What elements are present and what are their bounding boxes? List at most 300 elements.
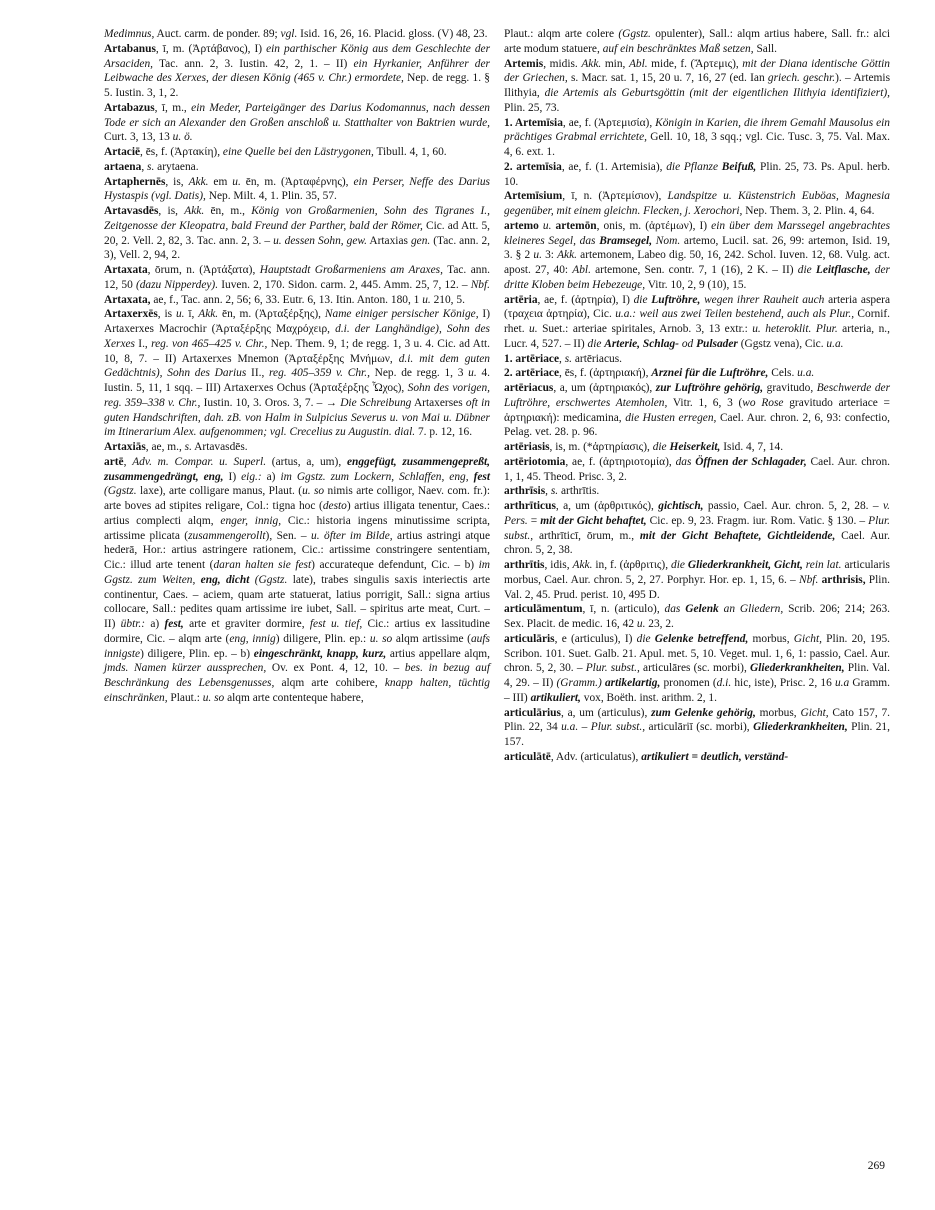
text-segment: ae, f., Tac. ann. 2, 56; 6, 33. Eutr. 6, 13. Itin. Anton. 180, 1 — [150, 293, 423, 306]
text-segment: articulātē — [504, 750, 551, 763]
text-segment: u. öfter im Bilde, — [311, 529, 393, 542]
text-segment: ) diligere, Plin. ep. – b) — [140, 647, 254, 660]
dictionary-entry — [504, 27, 890, 57]
text-columns — [104, 27, 890, 765]
text-segment: Plur. subst., — [504, 514, 891, 542]
text-segment: u.a. — [561, 721, 579, 734]
dictionary-entry — [504, 160, 890, 190]
text-segment: gichtisch, — [658, 500, 704, 512]
text-segment: pronomen ( — [660, 677, 717, 689]
text-segment: jmds. Namen kürzer aussprechen, — [104, 662, 267, 675]
text-segment: Leitflasche, — [815, 264, 871, 276]
text-segment: enggefügt, zusammengepreßt, zusammengedrängt, eng, — [104, 455, 491, 483]
text-segment: , a, um (ἀρθριτικός), — [555, 500, 659, 512]
text-segment: opulenter), Sall.: alqm artius habere, Sall. fr.: alci arte modum statuere, — [504, 28, 890, 55]
text-segment: u. so — [302, 485, 325, 498]
left-column — [104, 27, 490, 765]
text-segment: Cato 157, 7. Plin. 22, 34 — [504, 706, 891, 734]
text-segment: Akk. — [188, 175, 209, 188]
text-segment: Akk. — [198, 308, 219, 321]
text-segment: vgl. — [280, 28, 298, 40]
text-segment: griech. geschr. — [767, 72, 836, 85]
text-segment: Heiserkeit, — [669, 441, 721, 453]
text-segment: oft in guten Handschriften, dah. zB. von Halm in Sulpicius Severus u. von Mai u. Dübner im Itinerarium Alex. aufgenommen; vgl. Crecelius zu Augustin. dial. — [104, 396, 491, 439]
dictionary-entry — [504, 366, 890, 381]
text-segment: Artaxata, — [104, 293, 151, 306]
text-segment: arthrīsis — [504, 485, 546, 498]
text-segment: Bramsegel, — [599, 234, 653, 247]
dictionary-entry — [504, 189, 890, 219]
text-segment: auf ein beschränktes Maß setzen, — [602, 42, 754, 55]
text-segment: articularis morbus, Cael. Aur. chron. 5, 2, 27. Porphyr. Hor. ep. 1, 15, 6. – — [504, 559, 890, 586]
text-segment: arthrīticus — [504, 500, 556, 512]
text-segment: Artaxiās — [104, 441, 146, 453]
text-segment: gravitudo arteriace = ἀρτηριακή): medicamina, — [504, 396, 890, 424]
text-segment: Nep. Milt. 4, 1. Plin. 35, 57. — [205, 190, 337, 203]
text-segment: knapp halten, tüchtig einschränken, — [104, 677, 490, 704]
text-segment: ēn, m. (Ἀρταξέρξης), — [218, 308, 325, 321]
text-segment: Akk. — [581, 57, 602, 70]
text-segment: , ae, f. (ἀρτηρία), I) — [537, 293, 634, 306]
text-segment: fest, — [164, 618, 184, 630]
text-segment: die — [671, 559, 688, 571]
text-segment: die Husten erregen, — [625, 411, 717, 424]
text-segment: Name einiger persischer Könige, — [324, 308, 479, 321]
text-segment: artēria — [504, 293, 538, 306]
text-segment: ēn, m., — [204, 205, 252, 217]
text-segment: Gicht, — [793, 632, 822, 645]
text-segment: artemone, Sen. contr. 7, 1 (16), 2 K. – II) — [590, 264, 798, 276]
dictionary-entry — [504, 750, 890, 765]
text-segment: eingeschränkt, knapp, kurz, — [253, 647, 387, 660]
text-segment: (Ggstz vena), Cic. — [737, 337, 827, 350]
text-segment: passio, Cael. Aur. chron. 5, 2, 28. – — [703, 500, 883, 512]
text-segment: artēriacus. — [572, 352, 622, 365]
text-segment: alqm artissime ( — [392, 632, 471, 645]
text-segment: ī, — [184, 308, 199, 321]
text-segment: artemo — [504, 219, 539, 232]
text-segment: , ī, n. (Ἀρτεμίσιον), — [562, 190, 668, 203]
text-segment: im Ggstz. zum Weiten, — [104, 559, 491, 586]
dictionary-entry — [504, 440, 890, 455]
text-segment: das — [664, 603, 686, 616]
text-segment: articulāris — [504, 632, 555, 645]
text-segment: u. — [468, 367, 477, 380]
text-segment: Die Schreibung — [340, 396, 412, 409]
text-segment: reg. 405–359 v. Chr., — [269, 367, 370, 380]
text-segment: arytaena. — [154, 160, 199, 173]
text-segment: die — [652, 441, 670, 453]
dictionary-entry — [504, 499, 890, 558]
text-segment: , ī, n. (articulo), — [582, 603, 665, 616]
text-segment: a) — [261, 470, 281, 483]
text-segment: Artaxerses — [411, 396, 466, 409]
text-segment: fest u. tief, — [309, 618, 363, 630]
text-segment: , midis. — [543, 57, 582, 70]
text-segment: mide, f. (Ἄρτεμις), — [647, 57, 743, 70]
text-segment: rein lat. — [805, 559, 842, 571]
text-segment: laxe), arte colligare manus, Plaut. ( — [136, 485, 303, 498]
text-segment: Plin. Val. 4, 29. – II) — [504, 662, 890, 689]
text-segment: ein über dem Marssegel angebrachtes kleineres Segel, das — [504, 219, 890, 247]
text-segment: Akk. — [557, 249, 577, 262]
text-segment: gen. — [410, 234, 431, 247]
text-segment: Plaut.: alqm arte colere — [504, 28, 619, 40]
text-segment: 1. Artemīsia — [504, 116, 563, 129]
text-segment: Tibull. 4, 1, 60. — [373, 146, 447, 158]
dictionary-entry — [504, 706, 890, 750]
text-segment: Hauptstadt Großarmeniens am Araxes, — [259, 264, 443, 276]
text-segment: , onis, m. (ἀρτέμων), I) — [596, 219, 712, 232]
text-segment: articulāriī (sc. morbi), — [645, 721, 754, 734]
text-segment: u. — [175, 308, 185, 321]
text-segment: u. ö. — [172, 131, 193, 144]
text-segment: u. so — [202, 691, 225, 704]
text-segment: , ēs, f. (ἀρτηριακή), — [559, 367, 652, 380]
text-segment: 4. Iustin. 5, 11, 1 sqq. – III) Artaxerxes Ochus (Ἀρταξέρξης Ὦχος), — [104, 367, 490, 394]
text-segment: , ī, m., — [154, 101, 192, 114]
dictionary-entry — [504, 632, 890, 706]
text-segment: u. — [529, 323, 538, 335]
text-segment: Cic. ep. 9, 23. Fragm. iur. Rom. Vatic. § 130. – — [646, 514, 869, 527]
text-segment: , e (articulus), I) — [554, 632, 637, 645]
text-segment: Nep. Them. 3, 2. Plin. 4, 64. — [742, 205, 875, 217]
text-segment: d.i. mit dem guten Gedächtnis), Sohn des Darius — [104, 352, 490, 380]
text-segment: desto — [322, 500, 347, 512]
text-segment: Artaxerxēs — [104, 308, 158, 321]
text-segment: (Ggstz. — [618, 28, 651, 40]
text-segment: articulārius — [504, 706, 561, 719]
dictionary-entry — [104, 175, 490, 205]
text-segment: artaena — [104, 160, 142, 173]
text-segment: Nep. de regg. 1, 3 — [369, 367, 469, 380]
text-segment: Plin. 21, 157. — [504, 721, 890, 748]
text-segment: König von Großarmenien, Sohn des Tigranes I., Zeitgenosse der Kleopatra, bald Freund der Parther, bald der Römer, — [104, 205, 490, 232]
text-segment: s. — [184, 441, 192, 453]
text-segment: , — [141, 160, 148, 173]
text-segment: Öffnen der Schlagader, — [695, 455, 807, 468]
text-segment: Vitr. 10, 2, 9 (10), 15. — [645, 278, 747, 291]
text-segment: u. — [422, 293, 431, 306]
text-segment: , — [559, 352, 565, 365]
text-segment: artēriacus — [504, 382, 554, 394]
text-segment: Plin. 25, 73. Ps. Apul. herb. 10. — [504, 160, 891, 188]
text-segment: Tac. ann. 12, 50 — [104, 264, 491, 291]
text-segment: u. so — [369, 632, 393, 645]
text-segment: artemo, Lucil. sat. 26, 99: artemon, Isid. 19, 3. § 2 — [504, 234, 890, 262]
text-segment: Cael. Aur. chron. 5, 2, 38. — [504, 529, 890, 557]
text-segment: in, f. (ἀρθριτις), — [592, 559, 671, 571]
text-segment: die Artemis als Geburtsgöttin (mit der eigentlichen Ilithyia identifiziert), — [544, 87, 890, 99]
text-segment: (Ggstz. — [254, 573, 288, 586]
text-segment: Gell. 10, 18, 3 sqq.; vgl. Cic. Tusc. 3, 75. Val. Max. 4, 6. ext. 1. — [504, 131, 891, 158]
text-segment: Gelenk — [685, 603, 719, 616]
text-segment: 1. artēriace — [504, 352, 560, 365]
text-segment: ) accurateque defendunt, Cic. – b) — [311, 559, 479, 571]
text-segment: die Pflanze — [666, 160, 722, 173]
text-segment: , ēs, f. (Ἀρτακίη), — [140, 146, 223, 158]
text-segment: Cels. — [768, 367, 798, 380]
dictionary-entry — [104, 101, 490, 145]
text-segment: Artaciē — [104, 146, 141, 158]
text-segment: Plin. Val. 2, 45. Prud. perist. 10, 495 D. — [504, 573, 890, 601]
text-segment: , — [123, 455, 133, 468]
text-segment: enger, innig, — [220, 514, 282, 527]
text-segment: im Ggstz. zum Lockern, Schlaffen, eng, — [280, 470, 469, 483]
text-segment: zum Gelenke gehörig, — [651, 706, 756, 719]
text-segment: bes. in bezug auf Beschränkung des Lebensgenusses, — [104, 662, 490, 689]
text-segment: Gicht, — [800, 706, 829, 719]
text-segment: Iuven. 2, 170. Sidon. carm. 2, 445. Amm. 25, 7, 12. – — [218, 278, 471, 291]
text-segment: s. Macr. sat. 1, 15, 20 u. 7, 16, 27 (ed. Ian — [567, 72, 768, 85]
text-segment: u. dessen Sohn, gew. — [273, 234, 367, 247]
dictionary-entry — [104, 204, 490, 263]
text-segment: (artus, a, um), — [266, 455, 347, 468]
text-segment: Ov. ex Pont. 4, 12, 10. – — [266, 662, 405, 675]
dictionary-entry — [104, 160, 490, 175]
right-column — [504, 27, 890, 765]
text-segment: die — [587, 337, 605, 350]
text-segment: ein Meder, Parteigänger des Darius Kodomannus, nach dessen Tode er sich an Alexander den Großen anschloß u. Statthalter von Baktrien wurde, — [104, 101, 490, 129]
text-segment: Plaut.: — [167, 691, 203, 704]
text-segment: artēriotomia — [504, 455, 566, 468]
text-segment: , is, m. (*ἀρτηρίασις), — [549, 441, 653, 453]
text-segment: Adv. m. Compar. u. Superl. — [132, 455, 267, 468]
text-segment: zusammengerollt — [188, 529, 266, 542]
text-segment: eine Quelle bei den Lästrygonen, — [222, 146, 374, 158]
text-segment: 210, 5. — [430, 293, 465, 306]
text-segment: (dazu Nipperdey). — [135, 278, 219, 291]
text-segment: Sohn des vorigen, reg. 359–338 v. Chr., — [104, 382, 490, 409]
text-segment: ) artius illigata tenentur, Caes.: artius complecti alqm, — [104, 500, 490, 527]
text-segment: – — [578, 721, 591, 734]
dictionary-entry — [504, 293, 890, 352]
text-segment: Gliederkrankheiten, — [749, 662, 845, 675]
text-segment: Gelenke betreffend, — [654, 632, 749, 645]
text-segment: mit der Gicht behaftet, — [540, 514, 647, 527]
text-segment: alqm arte contenteque habere, — [224, 691, 364, 704]
text-segment: , ī, m. (Ἀρτάβανος), I) — [155, 42, 267, 55]
text-segment: wo Rose — [742, 396, 784, 409]
dictionary-entry — [504, 602, 890, 632]
text-segment: = — [527, 514, 541, 527]
text-segment: Abl. — [628, 57, 648, 70]
text-segment: Nep. Them. 9, 1; de regg. 1, 3 u. 4. Cic. ad Att. 10, 8, 7. – II) Artaxerxes Mnemon (Ἀρταξέρξης Μνήμων, — [104, 337, 490, 365]
text-segment: Cornif. rhet. — [504, 308, 891, 335]
text-segment: u. — [542, 219, 552, 232]
text-segment: Beifuß, — [721, 160, 757, 173]
dictionary-entry — [504, 455, 890, 485]
text-segment: hic, iste), Prisc. 2, 16 — [731, 677, 835, 689]
text-segment: Isid. 4, 7, 14. — [720, 441, 784, 453]
text-segment: Artavasdēs — [104, 205, 159, 217]
text-segment: artēriasis — [504, 441, 550, 453]
dictionary-entry — [504, 484, 890, 499]
text-segment: Curt. 3, 13, 13 — [104, 131, 173, 144]
dictionary-entry — [504, 558, 890, 602]
text-segment: articulāmentum — [504, 603, 583, 616]
text-segment: , — [545, 485, 551, 498]
text-segment: Artemis — [504, 57, 544, 70]
text-segment: 2. artēriace — [504, 367, 560, 380]
text-segment: u.a. — [826, 337, 844, 350]
text-segment: die — [633, 293, 652, 306]
text-segment: eig.: — [241, 470, 262, 483]
text-segment: ein parthischer König aus dem Geschlechte der Arsaciden, — [104, 42, 491, 70]
text-segment: 2. artemīsia — [504, 160, 562, 173]
text-segment: Artaphernēs — [104, 175, 166, 188]
dictionary-entry — [104, 455, 490, 706]
text-segment: ein Hyrkanier, Anführer der Leibwache des Xerxes, der diesen König (465 v. Chr.) ermordete, — [104, 57, 490, 85]
text-segment: Abl. — [572, 264, 591, 276]
text-segment: arteria, n., Lucr. 4, 527. – II) — [504, 323, 890, 350]
text-segment: Artaxias — [366, 234, 411, 247]
text-segment: die — [636, 632, 655, 645]
text-segment: Landspitze u. Küstenstrich Euböas, Magnesia gegenüber, mit einem gleichn. Flecken, j. Xerochori, — [504, 190, 890, 217]
text-segment: ) diligere, Plin. ep.: — [275, 632, 370, 645]
text-segment: arte et graviter dormire, — [183, 618, 310, 630]
text-segment: od — [678, 337, 697, 350]
text-segment: Arznei für die Luftröhre, — [651, 367, 769, 380]
text-segment: , is, — [165, 175, 189, 188]
text-segment: artius astringi atque hederā, Hor.: artius astringere rationem, Cic.: artissime constringere sententiam, Cic.: illud arte tenent ( — [104, 529, 490, 571]
text-segment: morbus, — [755, 706, 801, 719]
text-segment: Nbf. — [799, 573, 819, 586]
text-segment: I., — [135, 337, 152, 350]
text-segment: Beschwerde der Luftröhre, erschwertes Atemholen, — [504, 382, 891, 409]
page-number: 269 — [867, 1160, 885, 1172]
text-segment: Königin in Karien, die ihrem Gemahl Mausolus ein prächtiges Grabmal errichtete, — [504, 116, 890, 144]
text-segment: Auct. carm. de ponder. 89; — [154, 28, 281, 40]
text-segment: Nom. — [655, 234, 681, 247]
text-segment: , idis, — [544, 559, 573, 571]
text-segment: eng, innig — [229, 632, 276, 645]
text-segment: , ōrum, n. (Ἀρτάξατα), — [147, 264, 260, 276]
dictionary-entry — [504, 57, 890, 116]
text-segment: Medimnus, — [104, 28, 155, 40]
text-segment: Akk. — [572, 559, 593, 571]
text-segment: v. Pers. — [504, 500, 891, 527]
dictionary-entry — [104, 42, 490, 101]
dictionary-entry — [504, 381, 890, 440]
text-segment: Iustin. 10, 3. Oros. 3, 7. – → — [200, 396, 341, 409]
text-segment: ), Sen. – — [265, 529, 312, 542]
text-segment: (Ggstz. — [104, 485, 137, 498]
text-segment: , a, um (ἀρτηριακός), — [553, 382, 656, 394]
text-segment: em — [208, 175, 233, 188]
text-segment: daran halten sie fest — [213, 559, 312, 571]
text-segment: artikelartig, — [604, 677, 661, 689]
dictionary-entry — [104, 440, 490, 455]
text-segment: arthrisis, — [821, 573, 866, 586]
text-segment: Scrib. 206; 214; 263. Sex. Placit. de medic. 16, 42 — [504, 603, 890, 630]
text-segment: der dritte Kloben beim Hebezeuge, — [504, 264, 890, 291]
text-segment: u. — [533, 249, 542, 262]
text-segment: Plur. subst., — [590, 721, 646, 734]
text-segment: I) Artaxerxes Macrochir (Ἀρταξέρξης Μαχρόχειρ, — [104, 308, 490, 335]
text-segment: Cic. ad Att. 5, 20, 2. Vell. 2, 82, 3. Tac. ann. 2, 3. – — [104, 219, 491, 247]
dictionary-entry — [504, 219, 890, 293]
text-segment: u.a. — [797, 367, 815, 380]
text-segment: I) — [223, 470, 242, 483]
dictionary-entry — [104, 263, 490, 307]
text-segment: Gliederkrankheit, Gicht, — [687, 559, 803, 571]
text-segment: ēn, m. (Ἀρταφέρνης), — [240, 175, 354, 188]
dictionary-entry — [504, 116, 890, 160]
text-segment: Artemīsium — [504, 190, 563, 203]
text-segment: übtr.: — [120, 618, 146, 630]
text-segment: , is — [157, 308, 176, 321]
text-segment: 7. p. 12, 16. — [415, 426, 473, 439]
text-segment: Plin. 20, 195. Scribon. 101. Suet. Galb. 21. Apul. met. 5, 10. Veget. mul. 1, 6, 1: passio, Cael. Aur. chron. 5, 2, 30. – — [504, 632, 890, 675]
text-segment: s. — [564, 352, 573, 365]
text-segment: vox, Boëth. inst. arithm. 2, 1. — [580, 691, 717, 704]
text-segment: an Gliedern, — [718, 603, 784, 616]
text-segment: Pulsader — [696, 337, 738, 350]
text-segment: , is, — [158, 205, 185, 217]
text-segment: u.a.: weil aus zwei Teilen bestehend, auch als Plur., — [615, 308, 855, 321]
text-segment: min, — [601, 57, 629, 70]
text-segment: Plin. 25, 73. — [504, 101, 560, 114]
text-segment: u. — [636, 618, 646, 630]
text-segment: artemōn — [555, 219, 597, 232]
text-segment: nimis arte colligor, Naev. com. fr.): arte boves ad stipites religare, Col.: tigna hoc ( — [104, 485, 490, 512]
text-segment: arthrītis — [504, 559, 545, 571]
text-segment: Luftröhre, — [651, 293, 701, 306]
text-segment: d.i. — [716, 677, 732, 689]
text-segment: Suet.: arteriae spiritales, Arnob. 3, 13 extr.: — [537, 323, 753, 335]
text-segment: s. — [147, 160, 155, 173]
dictionary-entry — [104, 307, 490, 440]
text-segment: u.a — [834, 677, 850, 689]
text-segment: reg. von 465–425 v. Chr., — [151, 337, 268, 350]
text-segment: 23, 2. — [645, 618, 674, 630]
text-segment: aufs innigste — [104, 632, 490, 660]
text-segment: Nbf. — [470, 278, 491, 291]
text-segment: artē — [104, 455, 124, 468]
text-segment: Cael. Aur. chron. 2, 6, 93: confectio, Pelag. vet. 28. p. 96. — [504, 411, 891, 439]
text-segment: 3: — [541, 249, 558, 262]
text-segment: Cic.: artius ex lassitudine dormire, Cic. – alqm arte ( — [104, 618, 490, 645]
text-segment: u. — [232, 175, 241, 188]
text-segment: , ae, f. (ἀρτηριοτομία), — [565, 455, 676, 468]
text-segment: Nep. de regg. 1. § 5. Iustin. 3, 1, 2. — [104, 72, 490, 99]
text-segment: gravitudo, — [763, 382, 817, 394]
text-segment: ). – Artemis Ilithyia, — [504, 72, 891, 99]
text-segment: late), trabes singulis saxis interiectis arte continentur, Caes. – aciem, quam arte statuerat, latius porrigit, Sall.: signa artius collocare, Sall.: pedites quam artissime ire iubet, Sall. – spiritus arte meat, Curt. – II) — [104, 573, 490, 630]
text-segment: Cic.: historia ingens minutissime scripta, artissime plicata ( — [104, 514, 490, 542]
text-segment: artikuliert = deutlich, verständ- — [641, 750, 789, 763]
text-segment: ein Perser, Neffe des Darius Hystaspis (vgl. Datis), — [104, 175, 490, 203]
text-segment: , ae, f. (1. Artemisia), — [561, 160, 667, 173]
text-segment: , ae, m., — [145, 441, 185, 453]
text-segment: Artabanus — [104, 42, 156, 55]
text-segment: arthrītis. — [558, 485, 600, 498]
text-segment: artikuliert, — [530, 691, 581, 704]
text-segment: u. heteroklit. Plur. — [752, 323, 838, 335]
text-segment: zur Luftröhre gehörig, — [655, 382, 764, 394]
text-segment: arthrīticī, ōrum, m., — [533, 529, 640, 542]
text-segment: , Adv. (articulatus), — [550, 750, 642, 763]
text-segment: (Gramm.) — [556, 677, 602, 689]
text-segment: das — [675, 455, 696, 468]
text-segment: mit der Gicht Behaftete, Gichtleidende, — [639, 529, 836, 542]
text-segment: d.i. der Langhändige), Sohn des Xerxes — [104, 323, 490, 350]
text-segment: Artaxata — [104, 264, 148, 276]
text-segment: a) — [145, 618, 165, 630]
text-segment: Tac. ann. 2, 3. Iustin. 42, 2, 1. – II) — [153, 57, 354, 70]
text-segment: morbus, — [748, 632, 794, 645]
